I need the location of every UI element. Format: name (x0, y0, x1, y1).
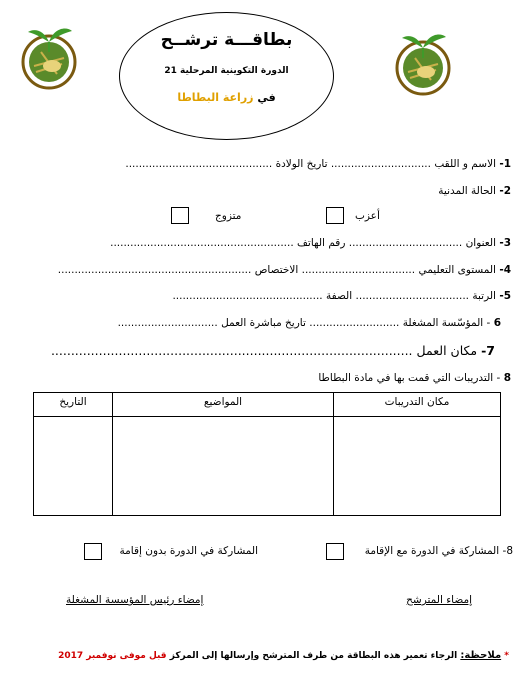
name-label: الاسم و اللقب (434, 158, 496, 170)
rank-dots[interactable]: .................................. (355, 290, 469, 302)
field-marital-status (438, 185, 511, 197)
with-residence-option (365, 545, 513, 557)
table-row (34, 417, 501, 516)
marital-label: الحالة المدنية (438, 185, 496, 197)
field-workplace (51, 343, 495, 358)
cell-place[interactable] (334, 417, 501, 516)
col-header-place: مكان التدريبات (334, 393, 501, 417)
education-dots[interactable]: .................................. (301, 264, 416, 276)
education-label: المستوى التعليمي (418, 264, 496, 276)
workplace-label: مكان العمل (416, 343, 478, 358)
col-header-date: التاريخ (34, 393, 113, 417)
trainings-label: التدريبات التي قمت بها في مادة البطاطا (318, 372, 494, 384)
birthdate-dots[interactable]: ............................................ (125, 158, 273, 170)
name-dots[interactable]: .............................. (330, 158, 431, 170)
field-number: 8 (503, 372, 511, 384)
director-signature: إمضاء رئيس المؤسسة المشغلة (66, 594, 204, 606)
candidate-signature: إمضاء المترشح (406, 594, 472, 606)
specialty-label: الاختصاص (254, 264, 299, 276)
field-address-phone (110, 237, 511, 249)
birthdate-label: تاريخ الولادة (275, 158, 328, 170)
participation-number: 8- (502, 545, 513, 557)
note-deadline: قبل موفى نوفمبر 2017 (58, 651, 167, 661)
trainings-table (33, 392, 501, 516)
field-number: 7- (481, 343, 495, 358)
course-name-line (119, 91, 334, 104)
without-residence-label: المشاركة في الدورة بدون إقامة (119, 545, 258, 557)
table-header-row (34, 393, 501, 417)
cell-date[interactable] (34, 417, 113, 516)
single-label: أعزب (355, 210, 380, 222)
course-prefix: في (257, 91, 276, 104)
status-dots[interactable]: ............................................. (172, 290, 323, 302)
address-dots[interactable]: .................................. (348, 237, 463, 249)
single-checkbox[interactable] (326, 207, 344, 224)
married-label: متزوج (215, 210, 242, 222)
field-number: 6 (493, 317, 501, 329)
field-employer-startdate: 6 - المؤسّسة المشغلة ........................... تاريخ مباشرة العمل .............................. (117, 317, 501, 329)
center-logo-left-icon (14, 22, 84, 92)
employer-label: المؤسّسة المشغلة (402, 317, 484, 329)
married-checkbox[interactable] (171, 207, 189, 224)
startdate-dots[interactable]: .............................. (117, 317, 218, 329)
footer-note (58, 650, 509, 661)
without-residence-checkbox[interactable] (84, 543, 102, 560)
col-header-topics: المواضيع (113, 393, 334, 417)
center-logo-right-icon (388, 28, 458, 98)
rank-label: الرتبة (472, 290, 496, 302)
specialty-dots[interactable]: .......................................................... (57, 264, 252, 276)
cell-topics[interactable] (113, 417, 334, 516)
phone-label: رقم الهاتف (297, 237, 346, 249)
field-name-birthdate (125, 158, 511, 170)
field-number: 2- (499, 185, 511, 197)
field-trainings: 8 - التدريبات التي قمت بها في مادة البطاطا (318, 372, 511, 384)
note-star: * (504, 651, 509, 661)
field-number: 4- (499, 264, 511, 276)
with-residence-label: المشاركة في الدورة مع الإقامة (364, 545, 500, 557)
field-rank-status (172, 290, 511, 302)
page-title: بطاقـــة ترشــح (160, 30, 293, 50)
field-number: 1- (499, 158, 511, 170)
field-education-specialty (58, 264, 511, 276)
startdate-label: تاريخ مباشرة العمل (221, 317, 306, 329)
course-name: زراعة البطاطا (177, 91, 254, 104)
note-text: الرجاء تعمير هذه البطاقة من طرف المترشح وإرسالها إلى المركز (169, 651, 458, 661)
address-label: العنوان (465, 237, 496, 249)
field-number: 5- (499, 290, 511, 302)
course-subtitle: الدورة التكوينية المرحلية 21 (164, 66, 289, 76)
field-number: 3- (499, 237, 511, 249)
status-label: الصفة (326, 290, 353, 302)
workplace-dots[interactable]: ........................................................................................... (50, 343, 413, 358)
phone-dots[interactable]: ....................................................... (110, 237, 294, 249)
employer-dots[interactable]: ........................... (309, 317, 400, 329)
with-residence-checkbox[interactable] (326, 543, 344, 560)
note-label: ملاحظة: (460, 650, 502, 661)
